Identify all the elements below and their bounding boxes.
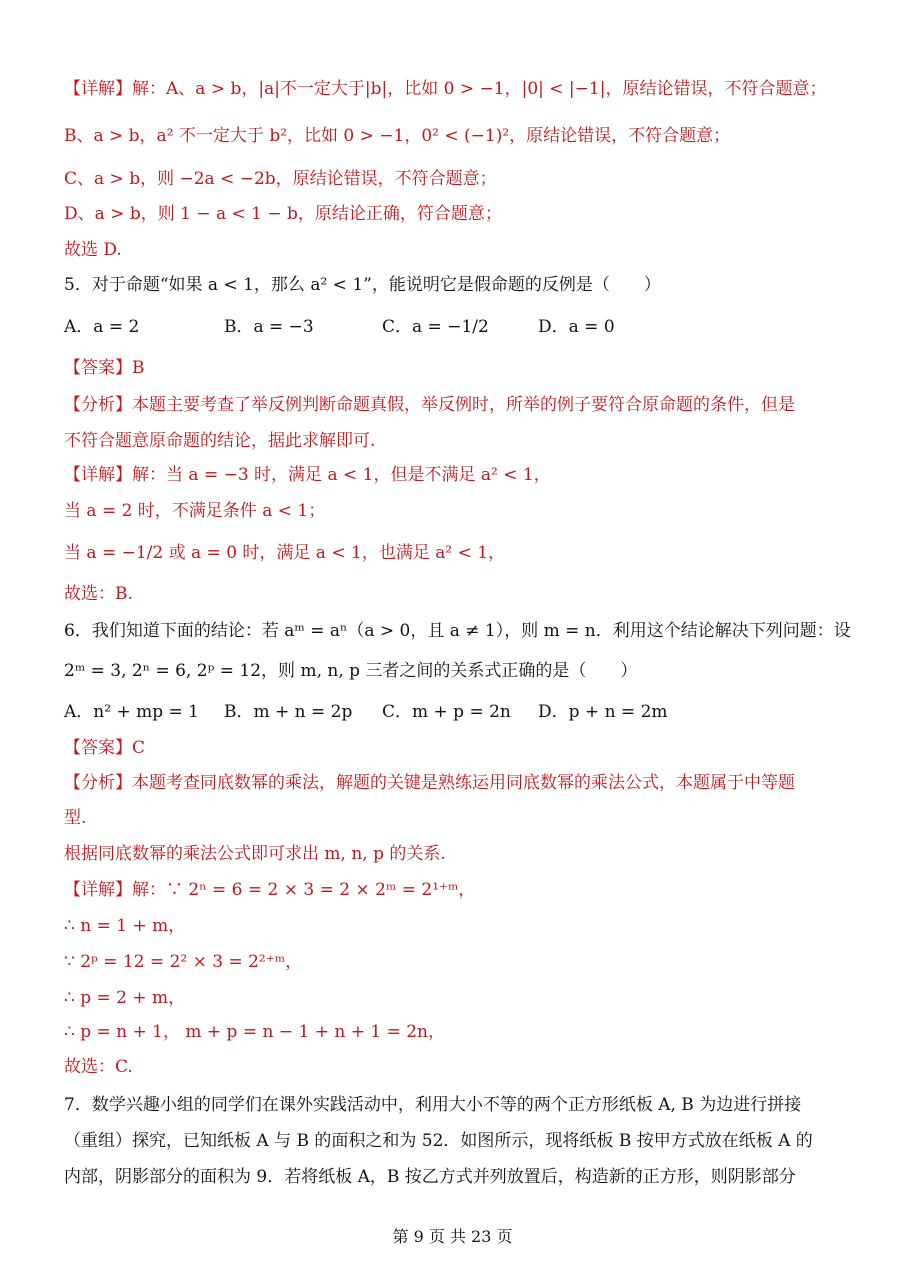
analysis-6-line-2: 型. (64, 808, 87, 828)
question-7-line-3: 内部，阴影部分的面积为 9．若将纸板 A，B 按乙方式并列放置后，构造新的正方形，则阴影部分 (64, 1167, 796, 1187)
option-b: B．a = −3 (224, 317, 314, 337)
page-footer: 第 9 页 共 23 页 (392, 1227, 513, 1246)
detail-line-2: B、a > b，a² 不一定大于 b²，比如 0 > −1，0² < (−1)²，原结论错误，不符合题意； (64, 126, 731, 146)
option-a: A．a = 2 (64, 317, 140, 337)
option-b: B．m + n = 2p (224, 702, 353, 722)
detail-line-3: C、a > b，则 −2a < −2b，原结论错误，不符合题意； (64, 169, 497, 189)
question-6-line-1: 6．我们知道下面的结论：若 aᵐ = aⁿ（a > 0，且 a ≠ 1），则 m = n．利用这个结论解决下列问题：设 (64, 621, 851, 641)
detail-6-line-3: ∵ 2ᵖ = 12 = 2² × 3 = 2²⁺ᵐ， (64, 952, 303, 972)
detail-5-conclusion: 故选：B. (64, 584, 133, 604)
option-c: C．a = −1/2 (382, 317, 489, 337)
question-6-line-2: 2ᵐ = 3, 2ⁿ = 6, 2ᵖ = 12，则 m, n, p 三者之间的关系式正确的是（ ） (64, 661, 638, 681)
detail-6-line-5: ∴ p = n + 1， m + p = n − 1 + n + 1 = 2n， (64, 1022, 445, 1042)
detail-6-line-1: 【详解】解：∵ 2ⁿ = 6 = 2 × 3 = 2 × 2ᵐ = 2¹⁺ᵐ， (64, 880, 476, 900)
answer-5: 【答案】B (64, 358, 145, 378)
detail-6-line-2: ∴ n = 1 + m， (64, 916, 186, 936)
option-d: D．a = 0 (538, 317, 615, 337)
detail-conclusion: 故选 D. (64, 240, 122, 260)
option-a: A．n² + mp = 1 (64, 702, 199, 722)
option-c: C．m + p = 2n (382, 702, 511, 722)
detail-5-line-1: 【详解】解：当 a = −3 时，满足 a < 1，但是不满足 a² < 1， (64, 465, 551, 485)
detail-line-1: 【详解】解：A、a > b，|a|不一定大于|b|，比如 0 > −1，|0| < |−1|，原结论错误，不符合题意； (64, 79, 827, 99)
analysis-5-line-2: 不符合题意原命题的结论，据此求解即可. (64, 431, 376, 451)
analysis-6-line-3: 根据同底数幂的乘法公式即可求出 m, n, p 的关系. (64, 844, 446, 864)
answer-6: 【答案】C (64, 738, 146, 758)
detail-5-line-2: 当 a = 2 时，不满足条件 a < 1； (64, 501, 326, 521)
detail-6-conclusion: 故选：C. (64, 1057, 133, 1077)
detail-line-4: D、a > b，则 1 − a < 1 − b，原结论正确，符合题意； (64, 204, 502, 224)
analysis-5-line-1: 【分析】本题主要考查了举反例判断命题真假，举反例时，所举的例子要符合原命题的条件，但是 (64, 395, 795, 415)
analysis-6-line-1: 【分析】本题考查同底数幂的乘法，解题的关键是熟练运用同底数幂的乘法公式，本题属于中等题 (64, 773, 795, 793)
option-d: D．p + n = 2m (538, 702, 668, 722)
detail-5-line-3: 当 a = −1/2 或 a = 0 时，满足 a < 1，也满足 a² < 1， (64, 543, 506, 563)
question-5: 5．对于命题“如果 a < 1，那么 a² < 1”，能说明它是假命题的反例是（ ） (64, 275, 661, 295)
question-7-line-1: 7．数学兴趣小组的同学们在课外实践活动中，利用大小不等的两个正方形纸板 A, B 为边进行拼接 (64, 1095, 802, 1115)
detail-6-line-4: ∴ p = 2 + m， (64, 988, 186, 1008)
question-7-line-2: （重组）探究，已知纸板 A 与 B 的面积之和为 52．如图所示，现将纸板 B 按甲方式放在纸板 A 的 (64, 1131, 813, 1151)
